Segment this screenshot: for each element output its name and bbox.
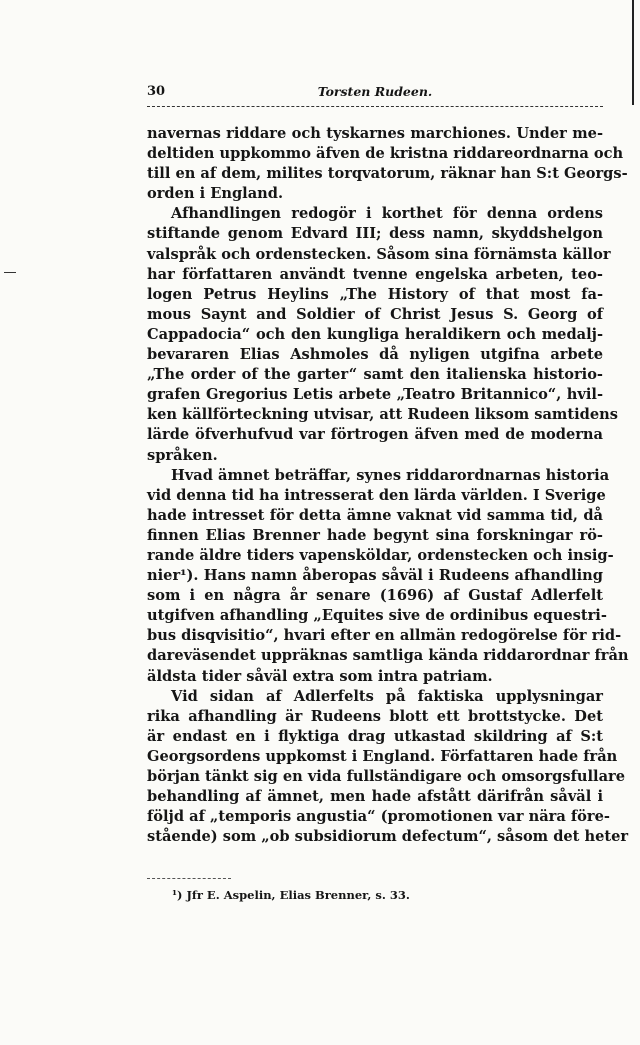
text-line: mous Saynt and Soldier of Christ Jesus S. Georg of: [147, 305, 603, 323]
text-line: Georgsordens uppkomst i England. Författaren hade från: [147, 747, 618, 765]
text-line: orden i England.: [147, 185, 284, 203]
header-rule: [147, 106, 603, 107]
text-line: Afhandlingen redogör i korthet för denna ordens: [171, 205, 603, 223]
text-line: valspråk och ordenstecken. Såsom sina förnämsta källor: [147, 245, 611, 263]
text-line: vid denna tid ha intresserat den lärda världen. I Sverige: [147, 486, 606, 504]
text-line: deltiden uppkommo äfven de kristna riddareordnarna och: [147, 145, 624, 163]
text-line: äldsta tider såväl extra som intra patriam.: [147, 667, 493, 685]
text-line: Vid sidan af Adlerfelts på faktiska upplysningar: [171, 687, 603, 705]
text-line: början tänkt sig en vida fullständigare och omsorgsfullare: [147, 768, 625, 785]
text-line: till en af dem, milites torqvatorum, räknar han S:t Georgs-: [147, 165, 628, 183]
page-header: [147, 84, 603, 106]
page-number: 30: [147, 84, 166, 99]
text-line: nier¹). Hans namn åberopas såväl i Rudeens afhandling: [147, 567, 603, 585]
text-line: Cappadocia“ och den kungliga heraldikern och medalj-: [147, 325, 603, 343]
text-line: språken.: [147, 446, 218, 464]
text-line: lärde öfverhufvud var förtrogen äfven med de moderna: [147, 426, 603, 444]
text-line: grafen Gregorius Letis arbete „Teatro Britannico“, hvil-: [147, 386, 603, 404]
text-line: har författaren användt tvenne engelska arbeten, teo-: [147, 265, 603, 283]
text-line: stående) som „ob subsidiorum defectum“, såsom det heter: [147, 828, 629, 846]
text-line: „The order of the garter“ samt den italienska historio-: [147, 366, 603, 384]
text-line: utgifven afhandling „Equites sive de ordinibus equestri-: [147, 607, 607, 625]
running-title: Torsten Rudeen.: [317, 84, 433, 99]
body-text: [147, 124, 629, 847]
text-line: följd af „temporis angustia“ (promotionen var nära före-: [147, 808, 610, 826]
text-line: navernas riddare och tyskarnes marchiones. Under me-: [147, 125, 603, 142]
text-line: behandling af ämnet, men hade afstått därifrån såväl i: [147, 788, 603, 806]
footnote-rule: [147, 878, 231, 879]
text-line: finnen Elias Brenner hade begynt sina forskningar rö-: [147, 526, 603, 544]
text-line: ken källförteckning utvisar, att Rudeen liksom samtidens: [147, 406, 618, 424]
page-edge-line: [632, 0, 634, 105]
text-line: rande äldre tiders vapensköldar, ordenstecken och insig-: [147, 546, 614, 564]
text-line: logen Petrus Heylins „The History of that most fa-: [147, 285, 603, 303]
text-line: Hvad ämnet beträffar, synes riddarordnarnas historia: [171, 466, 610, 484]
footnote: ¹) Jfr E. Aspelin, Elias Brenner, s. 33.: [172, 888, 410, 902]
text-line: hade intresset för detta ämne vaknat vid samma tid, då: [147, 506, 603, 524]
text-line: dareväsendet uppräknas samtliga kända riddarordnar från: [147, 647, 629, 665]
text-line: rika afhandling är Rudeens blott ett brottstycke. Det: [147, 707, 603, 725]
text-line: bus disqvisitio“, hvari efter en allmän redogörelse för rid-: [147, 627, 622, 645]
margin-mark: [4, 272, 16, 273]
text-line: som i en några år senare (1696) af Gustaf Adlerfelt: [147, 587, 603, 605]
text-line: stiftande genom Edvard III; dess namn, skyddshelgon: [147, 225, 603, 243]
text-line: är endast en i flyktiga drag utkastad skildring af S:t: [147, 727, 603, 745]
text-line: bevararen Elias Ashmoles då nyligen utgifna arbete: [147, 346, 603, 364]
